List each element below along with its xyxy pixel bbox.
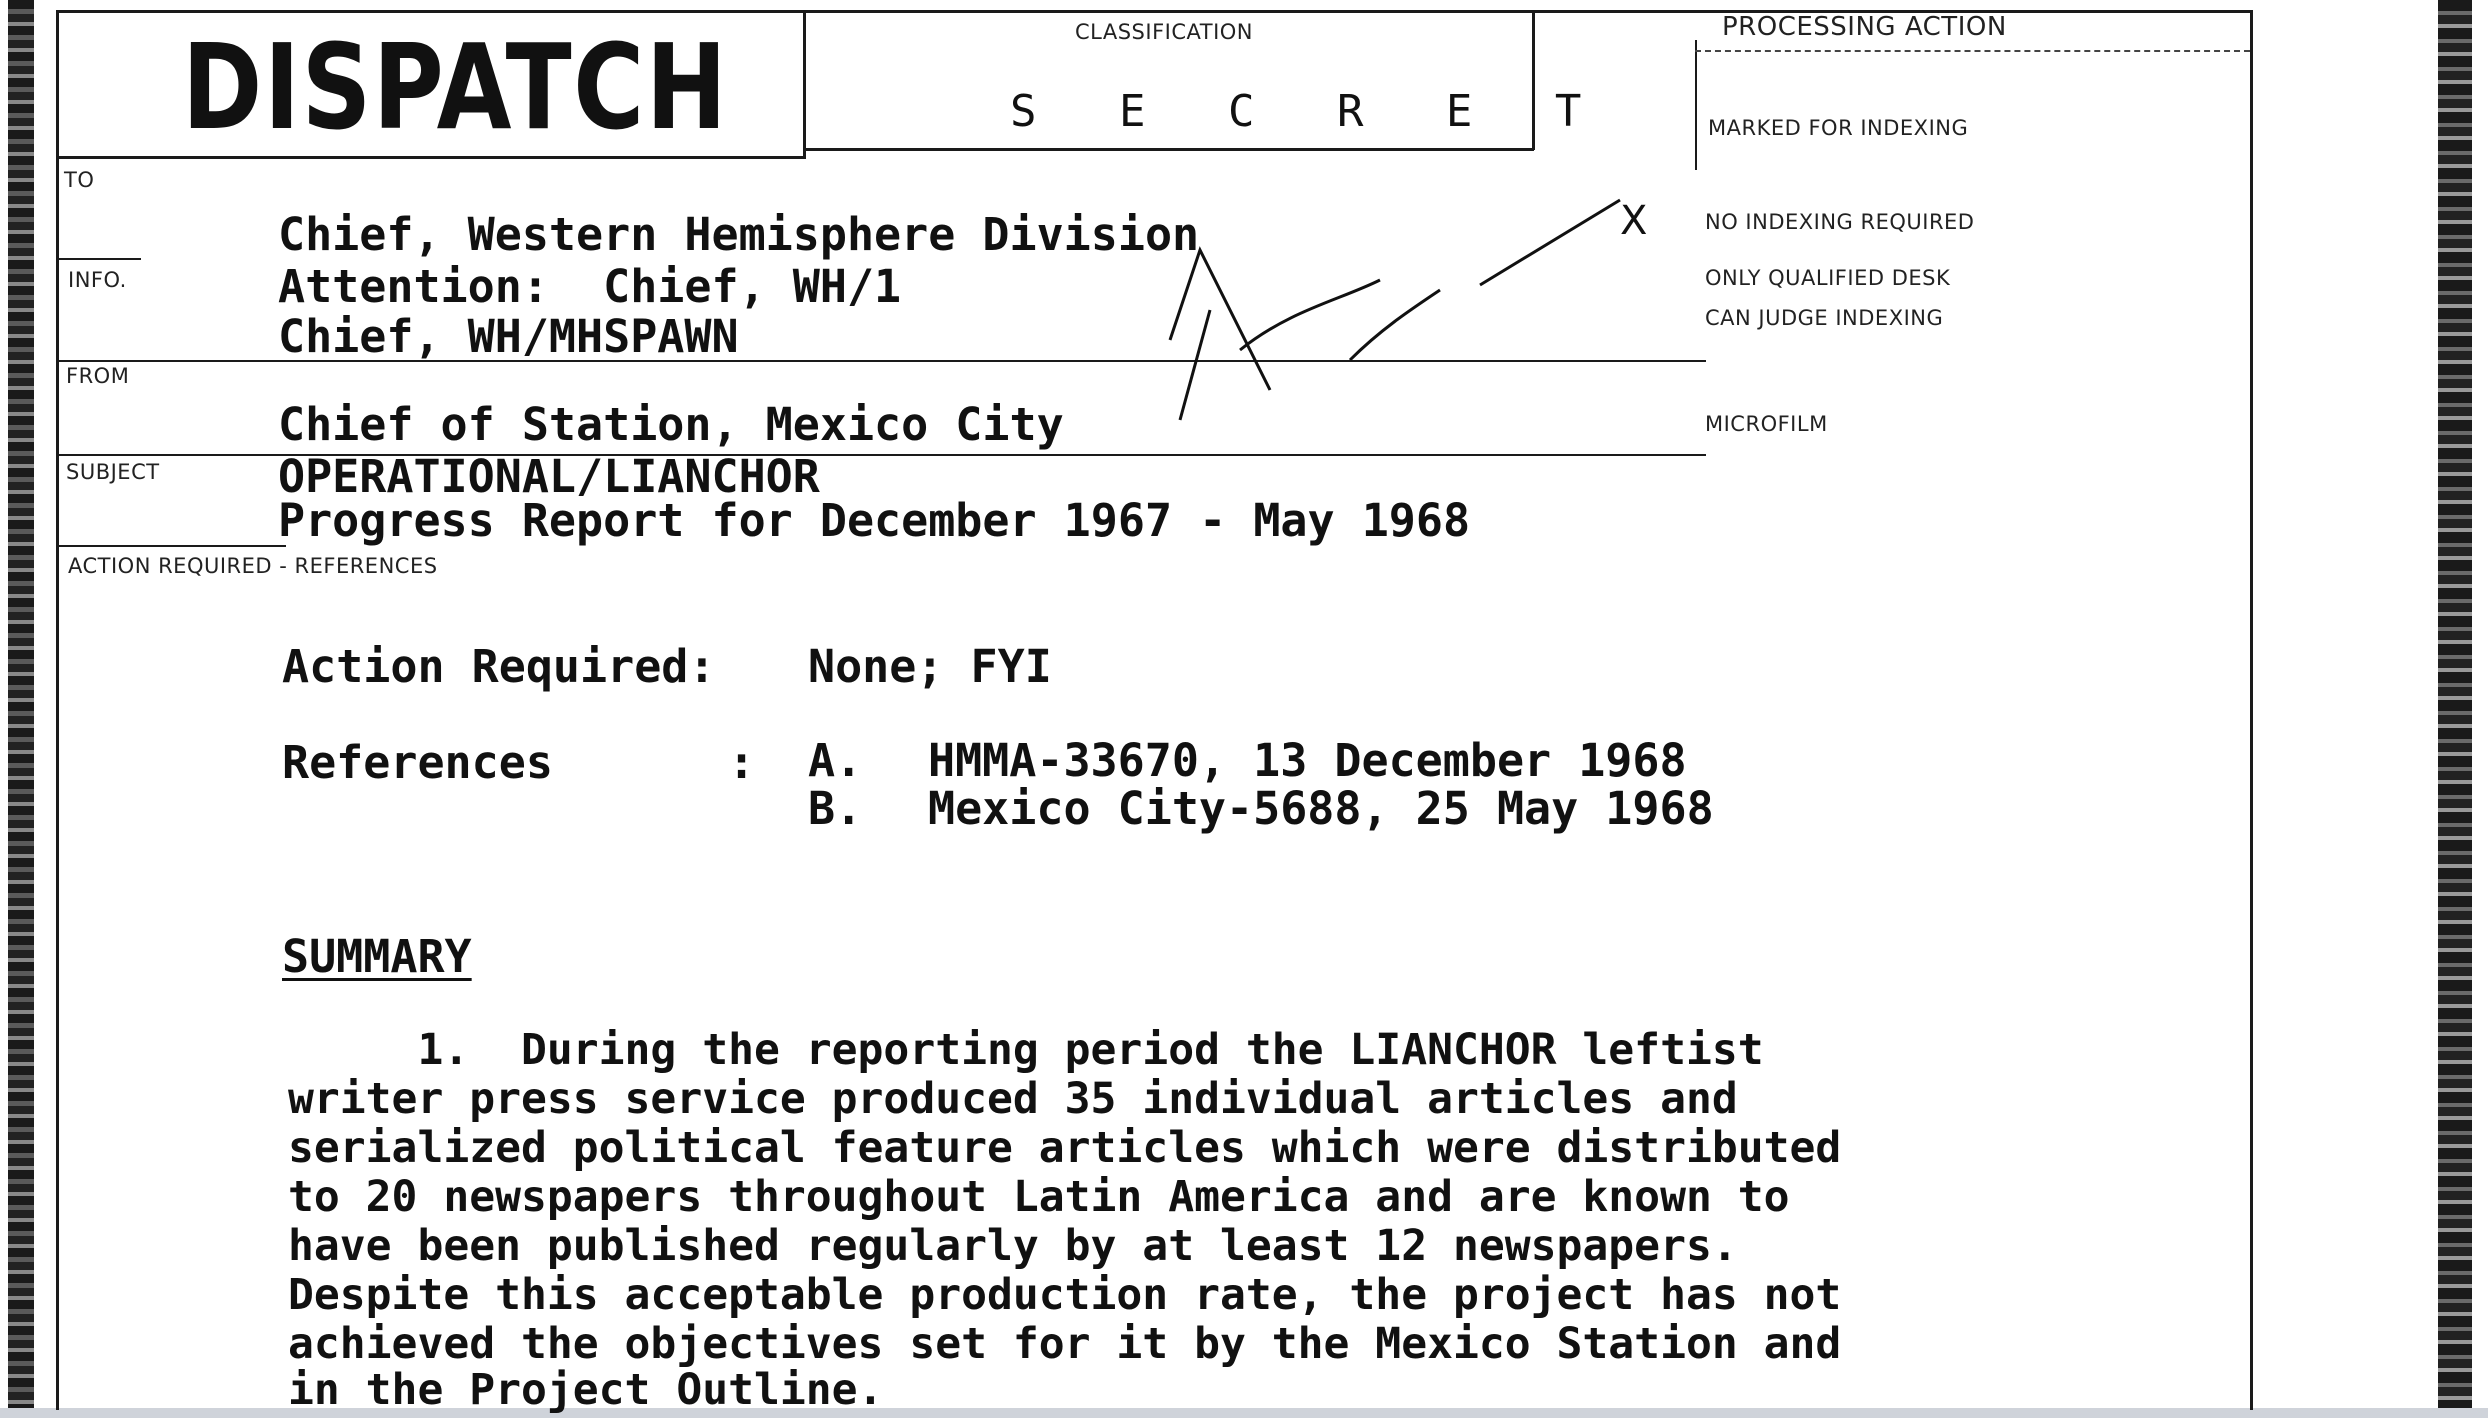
action-divider [56, 545, 286, 547]
paragraph-line: Despite this acceptable production rate, the project has not [288, 1270, 1842, 1320]
scan-edge-right [2438, 0, 2472, 1418]
processing-box-left [1695, 40, 1697, 170]
frame-left [56, 10, 59, 1410]
handwritten-initials [1150, 190, 1630, 490]
scan-edge-left [8, 0, 34, 1418]
qualified-desk-line1: ONLY QUALIFIED DESK [1705, 266, 1951, 290]
no-indexing-required: NO INDEXING REQUIRED [1705, 210, 1975, 234]
frame-right [2250, 10, 2253, 1410]
processing-divider [1695, 50, 2250, 52]
subject-label: SUBJECT [66, 460, 160, 484]
classification-box-bottom [806, 148, 1534, 151]
from-label: FROM [66, 364, 130, 388]
paragraph-line: 1. During the reporting period the LIANCHOR leftist [288, 1025, 1764, 1075]
paragraph-line: in the Project Outline. [288, 1365, 884, 1415]
paragraph-line: writer press service produced 35 individual articles and [288, 1074, 1738, 1124]
dispatch-title: DISPATCH [182, 18, 729, 156]
title-box-bottom [56, 156, 806, 159]
processing-action-label: PROCESSING ACTION [1722, 12, 2007, 42]
subject-line2: Progress Report for December 1967 - May 1968 [278, 494, 1471, 547]
references-colon: : [728, 736, 756, 789]
title-box-divider [803, 10, 806, 158]
classification-label: CLASSIFICATION [1075, 20, 1253, 44]
paragraph-line: to 20 newspapers throughout Latin America and are known to [288, 1172, 1790, 1222]
info-chief-value: Chief, WH/MHSPAWN [278, 310, 739, 363]
paragraph-line: have been published regularly by at least 12 newspapers. [288, 1221, 1738, 1271]
qualified-desk-line2: CAN JUDGE INDEXING [1705, 306, 1944, 330]
microfilm-label: MICROFILM [1705, 412, 1828, 436]
reference-b-letter: B. [808, 782, 863, 835]
marked-for-indexing: MARKED FOR INDEXING [1708, 116, 1969, 140]
indexing-check-mark: X [1620, 198, 1648, 244]
action-required-value: None; FYI [808, 640, 1052, 693]
to-value: Chief, Western Hemisphere Division [278, 208, 1200, 261]
paragraph-line: serialized political feature articles which were distributed [288, 1123, 1842, 1173]
reference-a-letter: A. [808, 734, 863, 787]
info-attention-value: Attention: Chief, WH/1 [278, 260, 902, 313]
action-required-references-label: ACTION REQUIRED - REFERENCES [68, 554, 438, 578]
references-key: References [282, 736, 553, 789]
info-divider [56, 258, 141, 260]
info-label: INFO. [68, 268, 127, 292]
action-required-key: Action Required: [282, 640, 716, 693]
from-value: Chief of Station, Mexico City [278, 398, 1064, 451]
subject-line1: OPERATIONAL/LIANCHOR [278, 450, 820, 503]
summary-heading: SUMMARY [282, 930, 472, 983]
classification-value: S E C R E T [1010, 86, 1610, 137]
paragraph-line: achieved the objectives set for it by the Mexico Station and [288, 1319, 1842, 1369]
reference-a: HMMA-33670, 13 December 1968 [928, 734, 1687, 787]
to-label: TO [64, 168, 95, 192]
reference-b: Mexico City-5688, 25 May 1968 [928, 782, 1714, 835]
